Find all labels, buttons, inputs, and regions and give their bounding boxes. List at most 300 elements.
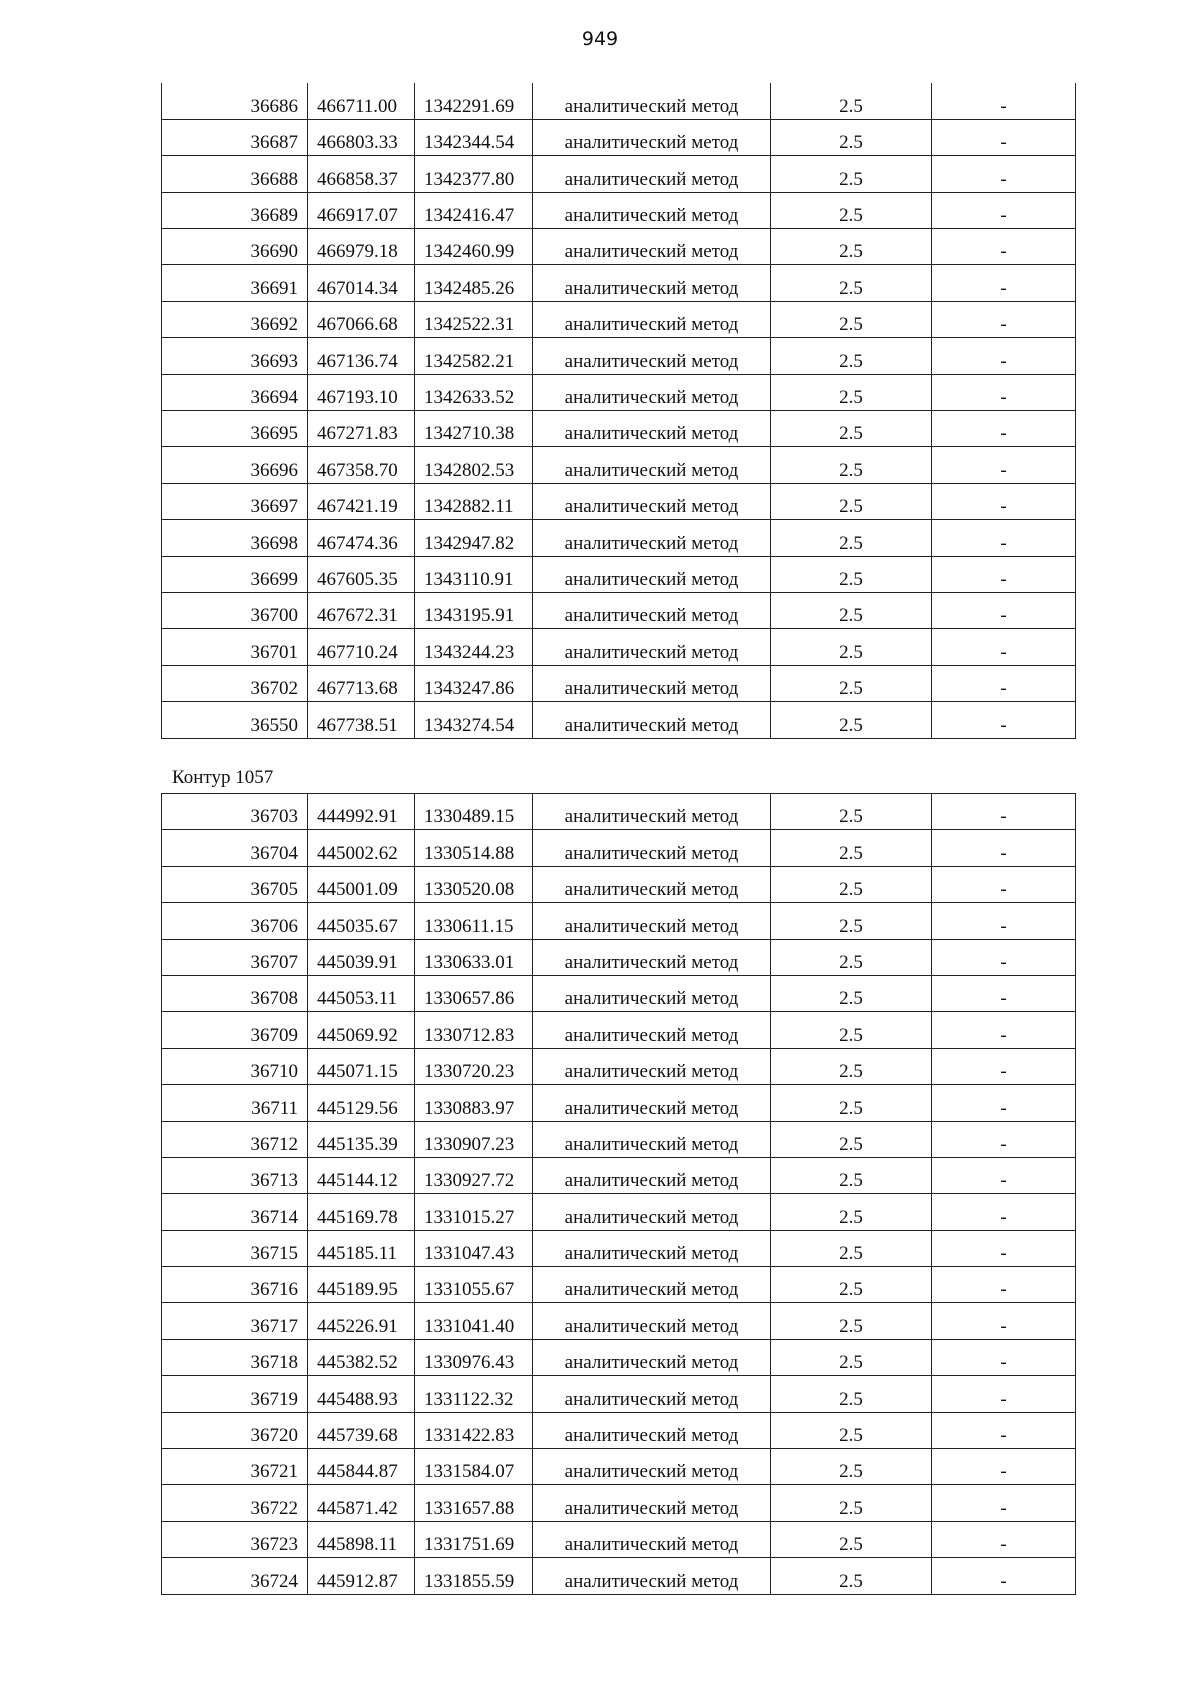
accuracy-cell	[771, 265, 932, 301]
cell-text: аналитический метод	[564, 1497, 739, 1519]
cell-text: 1343247.86	[424, 678, 515, 700]
x-coordinate-cell	[308, 1157, 415, 1193]
accuracy-cell	[771, 192, 932, 228]
y-coordinate-cell	[415, 483, 533, 519]
cell-text: 466858.37	[317, 168, 398, 190]
point-number-cell	[162, 1412, 308, 1448]
point-number-cell	[162, 1121, 308, 1157]
accuracy-cell	[771, 794, 932, 830]
y-coordinate-cell	[415, 301, 533, 337]
y-coordinate-cell	[415, 1558, 533, 1594]
cell-text: аналитический метод	[564, 1170, 739, 1192]
cell-text: 445035.67	[317, 915, 398, 937]
table-row	[162, 939, 1076, 975]
cell-text: 445739.68	[317, 1425, 398, 1447]
method-cell	[533, 119, 771, 155]
cell-text: -	[1000, 842, 1007, 864]
cell-text: -	[1000, 1061, 1007, 1083]
cell-text: 2.5	[839, 1279, 863, 1301]
cell-text: -	[1000, 1388, 1007, 1410]
cell-text: аналитический метод	[564, 1425, 739, 1447]
cell-text: 1331422.83	[424, 1425, 515, 1447]
dash-cell	[932, 1521, 1076, 1557]
cell-text: 36690	[250, 241, 298, 263]
cell-text: аналитический метод	[564, 951, 739, 973]
y-coordinate-cell	[415, 1048, 533, 1084]
accuracy-cell	[771, 229, 932, 265]
cell-text: -	[1000, 605, 1007, 627]
cell-text: 1330514.88	[424, 842, 515, 864]
x-coordinate-cell	[308, 1230, 415, 1266]
x-coordinate-cell	[308, 1449, 415, 1485]
cell-text: 36550	[250, 714, 298, 736]
cell-text: 36712	[250, 1133, 298, 1155]
table-row	[162, 156, 1076, 192]
y-coordinate-cell	[415, 1194, 533, 1230]
table-row	[162, 447, 1076, 483]
accuracy-cell	[771, 702, 932, 738]
cell-text: 2.5	[839, 1534, 863, 1556]
cell-text: 36694	[250, 387, 298, 409]
cell-text: 2.5	[839, 496, 863, 518]
cell-text: -	[1000, 568, 1007, 590]
point-number-cell	[162, 119, 308, 155]
dash-cell	[932, 229, 1076, 265]
table-row	[162, 1558, 1076, 1594]
cell-text: 1331041.40	[424, 1315, 515, 1337]
point-number-cell	[162, 447, 308, 483]
cell-text: 467474.36	[317, 532, 398, 554]
point-number-cell	[162, 1012, 308, 1048]
cell-text: -	[1000, 879, 1007, 901]
table-row	[162, 866, 1076, 902]
point-number-cell	[162, 556, 308, 592]
y-coordinate-cell	[415, 1376, 533, 1412]
point-number-cell	[162, 830, 308, 866]
accuracy-cell	[771, 119, 932, 155]
y-coordinate-cell	[415, 1485, 533, 1521]
table-row	[162, 338, 1076, 374]
point-number-cell	[162, 483, 308, 519]
page-number: 949	[581, 28, 619, 50]
method-cell	[533, 1157, 771, 1193]
cell-text: 36715	[250, 1243, 298, 1265]
cell-text: -	[1000, 205, 1007, 227]
method-cell	[533, 794, 771, 830]
cell-text: 1330520.08	[424, 879, 515, 901]
accuracy-cell	[771, 1303, 932, 1339]
x-coordinate-cell	[308, 1412, 415, 1448]
point-number-cell	[162, 520, 308, 556]
point-number-cell	[162, 1376, 308, 1412]
y-coordinate-cell	[415, 903, 533, 939]
cell-text: 2.5	[839, 1352, 863, 1374]
y-coordinate-cell	[415, 794, 533, 830]
x-coordinate-cell	[308, 1048, 415, 1084]
cell-text: 467605.35	[317, 568, 398, 590]
cell-text: 445871.42	[317, 1497, 398, 1519]
dash-cell	[932, 975, 1076, 1011]
y-coordinate-cell	[415, 447, 533, 483]
dash-cell	[932, 301, 1076, 337]
cell-text: аналитический метод	[564, 1097, 739, 1119]
cell-text: аналитический метод	[564, 879, 739, 901]
y-coordinate-cell	[415, 665, 533, 701]
cell-text: -	[1000, 1243, 1007, 1265]
cell-text: 444992.91	[317, 806, 398, 828]
method-cell	[533, 665, 771, 701]
method-cell	[533, 338, 771, 374]
cell-text: 2.5	[839, 879, 863, 901]
coordinates-table-1	[161, 83, 1076, 739]
cell-text: -	[1000, 988, 1007, 1010]
cell-text: аналитический метод	[564, 1024, 739, 1046]
accuracy-cell	[771, 830, 932, 866]
point-number-cell	[162, 1485, 308, 1521]
dash-cell	[932, 374, 1076, 410]
method-cell	[533, 411, 771, 447]
accuracy-cell	[771, 903, 932, 939]
cell-text: 1342710.38	[424, 423, 515, 445]
cell-text: 2.5	[839, 532, 863, 554]
x-coordinate-cell	[308, 1339, 415, 1375]
cell-text: аналитический метод	[564, 459, 739, 481]
x-coordinate-cell	[308, 192, 415, 228]
cell-text: -	[1000, 1279, 1007, 1301]
x-coordinate-cell	[308, 265, 415, 301]
cell-text: 1331015.27	[424, 1206, 515, 1228]
x-coordinate-cell	[308, 1194, 415, 1230]
dash-cell	[932, 830, 1076, 866]
cell-text: аналитический метод	[564, 532, 739, 554]
cell-text: 1330907.23	[424, 1133, 515, 1155]
accuracy-cell	[771, 520, 932, 556]
cell-text: 1342485.26	[424, 277, 515, 299]
cell-text: 36708	[250, 988, 298, 1010]
cell-text: аналитический метод	[564, 1243, 739, 1265]
dash-cell	[932, 1121, 1076, 1157]
cell-text: 2.5	[839, 568, 863, 590]
cell-text: 36703	[250, 806, 298, 828]
cell-text: -	[1000, 168, 1007, 190]
cell-text: аналитический метод	[564, 168, 739, 190]
method-cell	[533, 1303, 771, 1339]
accuracy-cell	[771, 156, 932, 192]
method-cell	[533, 939, 771, 975]
cell-text: -	[1000, 915, 1007, 937]
cell-text: 36717	[250, 1315, 298, 1337]
cell-text: 36709	[250, 1024, 298, 1046]
x-coordinate-cell	[308, 665, 415, 701]
table-row	[162, 592, 1076, 628]
accuracy-cell	[771, 374, 932, 410]
y-coordinate-cell	[415, 1121, 533, 1157]
point-number-cell	[162, 229, 308, 265]
accuracy-cell	[771, 1048, 932, 1084]
accuracy-cell	[771, 866, 932, 902]
cell-text: 1342947.82	[424, 532, 515, 554]
cell-text: 2.5	[839, 678, 863, 700]
method-cell	[533, 1230, 771, 1266]
table-row	[162, 119, 1076, 155]
dash-cell	[932, 192, 1076, 228]
table-row	[162, 830, 1076, 866]
cell-text: 2.5	[839, 988, 863, 1010]
table-row	[162, 903, 1076, 939]
accuracy-cell	[771, 1376, 932, 1412]
cell-text: 1343110.91	[424, 568, 514, 590]
cell-text: 467710.24	[317, 641, 398, 663]
cell-text: 1330611.15	[424, 915, 514, 937]
accuracy-cell	[771, 447, 932, 483]
cell-text: аналитический метод	[564, 205, 739, 227]
method-cell	[533, 1412, 771, 1448]
cell-text: 467358.70	[317, 459, 398, 481]
cell-text: аналитический метод	[564, 1461, 739, 1483]
cell-text: 2.5	[839, 951, 863, 973]
cell-text: -	[1000, 1570, 1007, 1592]
point-number-cell	[162, 1521, 308, 1557]
y-coordinate-cell	[415, 629, 533, 665]
x-coordinate-cell	[308, 301, 415, 337]
point-number-cell	[162, 1230, 308, 1266]
dash-cell	[932, 1267, 1076, 1303]
accuracy-cell	[771, 1339, 932, 1375]
cell-text: 1342802.53	[424, 459, 515, 481]
x-coordinate-cell	[308, 1267, 415, 1303]
cell-text: аналитический метод	[564, 423, 739, 445]
table-row	[162, 192, 1076, 228]
method-cell	[533, 592, 771, 628]
x-coordinate-cell	[308, 1303, 415, 1339]
dash-cell	[932, 338, 1076, 374]
cell-text: 466711.00	[317, 95, 398, 117]
x-coordinate-cell	[308, 939, 415, 975]
point-number-cell	[162, 794, 308, 830]
point-number-cell	[162, 665, 308, 701]
method-cell	[533, 866, 771, 902]
cell-text: 1331055.67	[424, 1279, 515, 1301]
accuracy-cell	[771, 1521, 932, 1557]
cell-text: 36704	[250, 842, 298, 864]
cell-text: аналитический метод	[564, 988, 739, 1010]
cell-text: 2.5	[839, 132, 863, 154]
cell-text: 36722	[250, 1497, 298, 1519]
method-cell	[533, 1558, 771, 1594]
method-cell	[533, 483, 771, 519]
cell-text: 2.5	[839, 1133, 863, 1155]
cell-text: 2.5	[839, 915, 863, 937]
y-coordinate-cell	[415, 374, 533, 410]
cell-text: 1342460.99	[424, 241, 515, 263]
coordinates-table-2	[161, 793, 1076, 1595]
x-coordinate-cell	[308, 374, 415, 410]
point-number-cell	[162, 411, 308, 447]
cell-text: 445185.11	[317, 1243, 398, 1265]
method-cell	[533, 447, 771, 483]
cell-text: 36696	[250, 459, 298, 481]
cell-text: 36710	[250, 1061, 298, 1083]
cell-text: 2.5	[839, 1061, 863, 1083]
accuracy-cell	[771, 1230, 932, 1266]
x-coordinate-cell	[308, 830, 415, 866]
cell-text: 2.5	[839, 241, 863, 263]
cell-text: аналитический метод	[564, 1133, 739, 1155]
cell-text: 466979.18	[317, 241, 398, 263]
dash-cell	[932, 1230, 1076, 1266]
point-number-cell	[162, 939, 308, 975]
cell-text: аналитический метод	[564, 241, 739, 263]
y-coordinate-cell	[415, 939, 533, 975]
x-coordinate-cell	[308, 1121, 415, 1157]
method-cell	[533, 1267, 771, 1303]
cell-text: 2.5	[839, 1315, 863, 1337]
cell-text: -	[1000, 678, 1007, 700]
dash-cell	[932, 119, 1076, 155]
cell-text: 2.5	[839, 1461, 863, 1483]
table-row	[162, 374, 1076, 410]
table-row	[162, 1048, 1076, 1084]
method-cell	[533, 1449, 771, 1485]
y-coordinate-cell	[415, 1085, 533, 1121]
cell-text: аналитический метод	[564, 387, 739, 409]
cell-text: 2.5	[839, 314, 863, 336]
accuracy-cell	[771, 975, 932, 1011]
x-coordinate-cell	[308, 975, 415, 1011]
cell-text: -	[1000, 132, 1007, 154]
cell-text: -	[1000, 387, 1007, 409]
cell-text: аналитический метод	[564, 95, 739, 117]
y-coordinate-cell	[415, 338, 533, 374]
cell-text: 1330720.23	[424, 1061, 515, 1083]
cell-text: 445002.62	[317, 842, 398, 864]
cell-text: -	[1000, 459, 1007, 481]
cell-text: аналитический метод	[564, 496, 739, 518]
x-coordinate-cell	[308, 592, 415, 628]
cell-text: -	[1000, 1024, 1007, 1046]
accuracy-cell	[771, 939, 932, 975]
point-number-cell	[162, 1339, 308, 1375]
y-coordinate-cell	[415, 520, 533, 556]
cell-text: 445912.87	[317, 1570, 398, 1592]
accuracy-cell	[771, 1449, 932, 1485]
dash-cell	[932, 592, 1076, 628]
cell-text: 2.5	[839, 1206, 863, 1228]
cell-text: 467672.31	[317, 605, 398, 627]
method-cell	[533, 192, 771, 228]
method-cell	[533, 301, 771, 337]
dash-cell	[932, 702, 1076, 738]
accuracy-cell	[771, 411, 932, 447]
cell-text: аналитический метод	[564, 1315, 739, 1337]
method-cell	[533, 265, 771, 301]
cell-text: аналитический метод	[564, 1570, 739, 1592]
dash-cell	[932, 794, 1076, 830]
cell-text: 1330489.15	[424, 806, 515, 828]
point-number-cell	[162, 1303, 308, 1339]
cell-text: 2.5	[839, 350, 863, 372]
y-coordinate-cell	[415, 1521, 533, 1557]
method-cell	[533, 156, 771, 192]
cell-text: 467271.83	[317, 423, 398, 445]
y-coordinate-cell	[415, 1267, 533, 1303]
x-coordinate-cell	[308, 483, 415, 519]
cell-text: -	[1000, 1133, 1007, 1155]
cell-text: 36701	[250, 641, 298, 663]
dash-cell	[932, 520, 1076, 556]
method-cell	[533, 1121, 771, 1157]
cell-text: 1331657.88	[424, 1497, 515, 1519]
cell-text: аналитический метод	[564, 568, 739, 590]
table-row	[162, 1412, 1076, 1448]
cell-text: аналитический метод	[564, 1388, 739, 1410]
x-coordinate-cell	[308, 556, 415, 592]
x-coordinate-cell	[308, 83, 415, 119]
cell-text: 36720	[250, 1425, 298, 1447]
cell-text: -	[1000, 314, 1007, 336]
accuracy-cell	[771, 1012, 932, 1048]
cell-text: аналитический метод	[564, 1534, 739, 1556]
dash-cell	[932, 1376, 1076, 1412]
x-coordinate-cell	[308, 156, 415, 192]
method-cell	[533, 1048, 771, 1084]
cell-text: -	[1000, 1461, 1007, 1483]
cell-text: -	[1000, 350, 1007, 372]
method-cell	[533, 702, 771, 738]
cell-text: 445129.56	[317, 1097, 398, 1119]
x-coordinate-cell	[308, 229, 415, 265]
table-row	[162, 1303, 1076, 1339]
cell-text: 2.5	[839, 641, 863, 663]
table-row	[162, 1157, 1076, 1193]
accuracy-cell	[771, 83, 932, 119]
method-cell	[533, 1376, 771, 1412]
method-cell	[533, 83, 771, 119]
cell-text: 36702	[250, 678, 298, 700]
cell-text: 1342291.69	[424, 95, 515, 117]
cell-text: -	[1000, 1315, 1007, 1337]
cell-text: 2.5	[839, 387, 863, 409]
table-row	[162, 1194, 1076, 1230]
cell-text: 36692	[250, 314, 298, 336]
cell-text: 2.5	[839, 205, 863, 227]
cell-text: 2.5	[839, 1497, 863, 1519]
table-row	[162, 665, 1076, 701]
cell-text: 36686	[250, 95, 298, 117]
point-number-cell	[162, 192, 308, 228]
table-row	[162, 1449, 1076, 1485]
cell-text: 1331751.69	[424, 1534, 515, 1556]
point-number-cell	[162, 1558, 308, 1594]
cell-text: 36723	[250, 1534, 298, 1556]
cell-text: аналитический метод	[564, 1206, 739, 1228]
cell-text: 466917.07	[317, 205, 398, 227]
dash-cell	[932, 939, 1076, 975]
cell-text: 445039.91	[317, 951, 398, 973]
dash-cell	[932, 1194, 1076, 1230]
dash-cell	[932, 665, 1076, 701]
cell-text: 1343244.23	[424, 641, 515, 663]
coordinates-table-2-body	[162, 794, 1076, 1595]
method-cell	[533, 520, 771, 556]
cell-text: аналитический метод	[564, 806, 739, 828]
cell-text: 2.5	[839, 806, 863, 828]
table-row	[162, 83, 1076, 119]
cell-text: -	[1000, 641, 1007, 663]
x-coordinate-cell	[308, 520, 415, 556]
cell-text: 2.5	[839, 1425, 863, 1447]
table-row	[162, 1230, 1076, 1266]
